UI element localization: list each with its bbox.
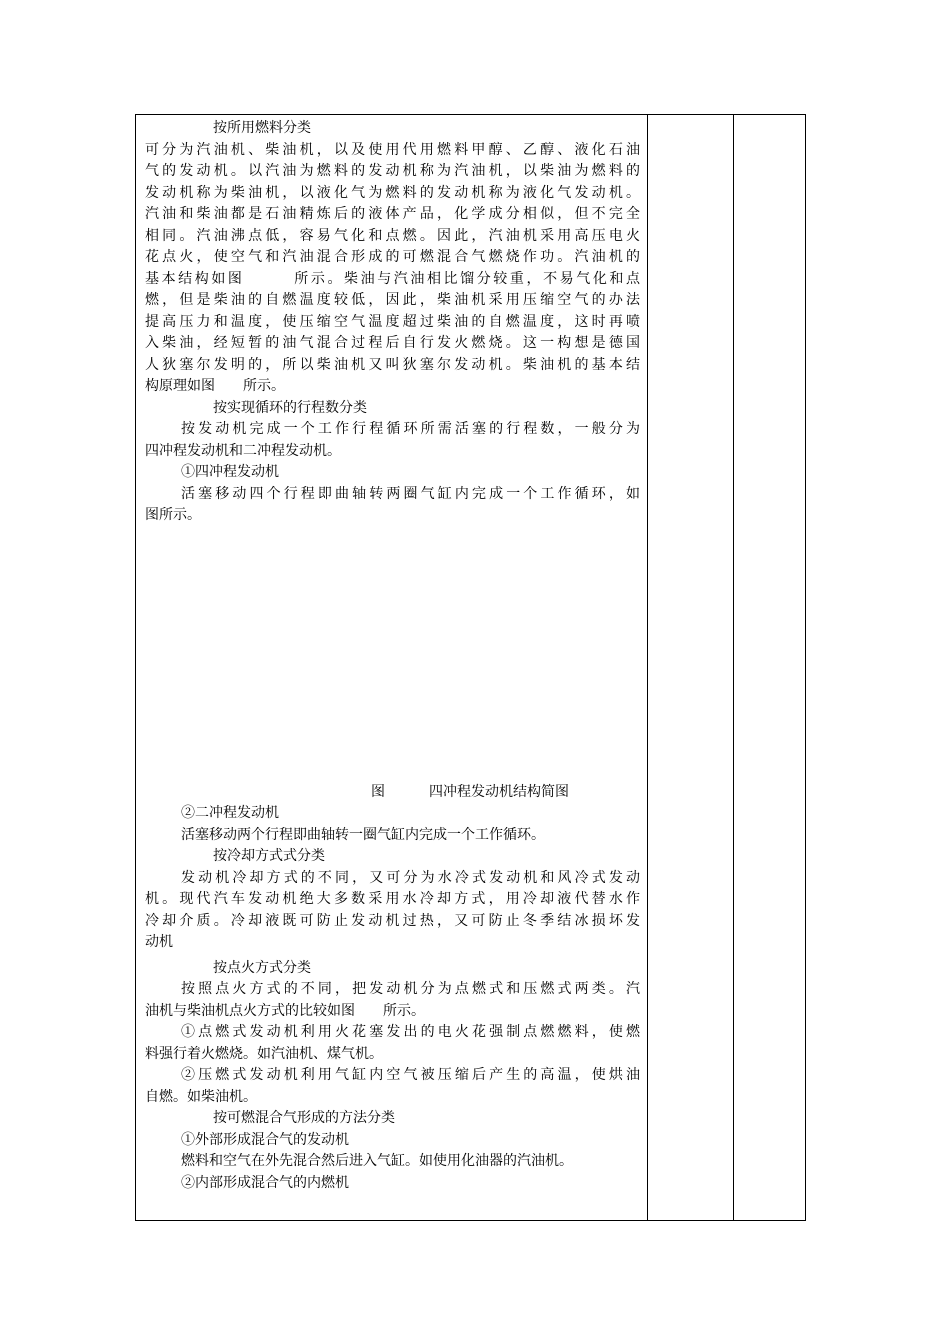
figure-caption [145, 782, 640, 804]
paragraph-line: 构原理如图 所示。 [145, 378, 285, 394]
paragraph-line: 四冲程发动机和二冲程发动机。 [145, 442, 341, 459]
paragraph-line: 相同。汽油沸点低，容易气化和点燃。因此，汽油机采用高压电火 [145, 227, 640, 244]
paragraph-line: 自燃。如柴油机。 [145, 1088, 257, 1105]
figure-placeholder [145, 527, 640, 782]
paragraph-line: 料强行着火燃烧。如汽油机、煤气机。 [145, 1045, 383, 1062]
paragraph-line: 按照点火方式的不同，把发动机分为点燃式和压燃式两类。汽 [181, 981, 640, 997]
paragraph-line: 油机与柴油机点火方式的比较如图 所示。 [145, 1002, 425, 1019]
paragraph-line: 可分为汽油机、柴油机，以及使用代用燃料甲醇、乙醇、液化石油 [145, 141, 640, 158]
paragraph-line: 基本结构如图 所示。柴油与汽油相比馏分较重，不易气化和点 [145, 270, 640, 287]
paragraph-line: 燃料和空气在外先混合然后进入气缸。如使用化油器的汽油机。 [181, 1153, 573, 1169]
figure-title: 四冲程发动机结构简图 [429, 783, 569, 800]
paragraph-line: ①点燃式发动机利用火花塞发出的电火花强制点燃燃料，使燃 [181, 1024, 640, 1040]
subheading-external: ①外部形成混合气的发动机 [181, 1131, 349, 1148]
column-divider-1 [647, 115, 648, 1220]
paragraph-line: 按发动机完成一个工作行程循环所需活塞的行程数，一般分为 [181, 421, 640, 437]
section-heading-fuel: 按所用燃料分类 [213, 120, 311, 136]
subheading-four-stroke: ①四冲程发动机 [181, 464, 279, 480]
paragraph-line: 机。现代汽车发动机绝大多数采用水冷却方式，用冷却液代替水作 [145, 891, 640, 907]
paragraph-line: 发动机冷却方式的不同，又可分为水冷式发动机和风冷式发动 [181, 869, 640, 886]
figure-label: 图 [371, 783, 385, 800]
paragraph-line: 动机 [145, 934, 173, 950]
content-cell [145, 118, 640, 1194]
paragraph-line: 发动机称为柴油机，以液化气为燃料的发动机称为液化气发动机。 [145, 184, 640, 201]
paragraph-line: 花点火，使空气和汽油混合形成的可燃混合气燃烧作功。汽油机的 [145, 249, 640, 265]
section-heading-stroke: 按实现循环的行程数分类 [213, 399, 367, 416]
column-divider-2 [733, 115, 734, 1220]
paragraph-line: ②压燃式发动机利用气缸内空气被压缩后产生的高温，使烘油 [181, 1067, 640, 1083]
subheading-two-stroke: ②二冲程发动机 [181, 805, 279, 821]
paragraph-line: 冷却介质。冷却液既可防止发动机过热，又可防止冬季结冰损坏发 [145, 912, 640, 929]
paragraph-line: 人狄塞尔发明的，所以柴油机又叫狄塞尔发动机。柴油机的基本结 [145, 356, 640, 373]
paragraph-line: 图所示。 [145, 507, 201, 523]
section-heading-mixture: 按可燃混合气形成的方法分类 [213, 1110, 395, 1126]
paragraph-line: 活塞移动两个行程即曲轴转一圈气缸内完成一个工作循环。 [181, 826, 545, 843]
paragraph-line: 入柴油，经短暂的油气混合过程后自行发火燃烧。这一构想是德国 [145, 335, 640, 351]
document-table [135, 114, 806, 1221]
paragraph-line: 燃，但是柴油的自燃温度较低，因此，柴油机采用压缩空气的办法 [145, 292, 640, 308]
section-heading-cooling: 按冷却方式式分类 [213, 848, 325, 864]
paragraph-line: 活塞移动四个行程即曲轴转两圈气缸内完成一个工作循环，如 [181, 485, 640, 502]
paragraph-line: 提高压力和温度，使压缩空气温度超过柴油的自燃温度，这时再喷 [145, 313, 640, 330]
paragraph-line: 气的发动机。以汽油为燃料的发动机称为汽油机，以柴油为燃料的 [145, 163, 640, 179]
paragraph-line: 汽油和柴油都是石油精炼后的液体产品，化学成分相似，但不完全 [145, 206, 640, 222]
subheading-internal: ②内部形成混合气的内燃机 [181, 1174, 349, 1191]
section-heading-ignition: 按点火方式分类 [213, 959, 311, 976]
